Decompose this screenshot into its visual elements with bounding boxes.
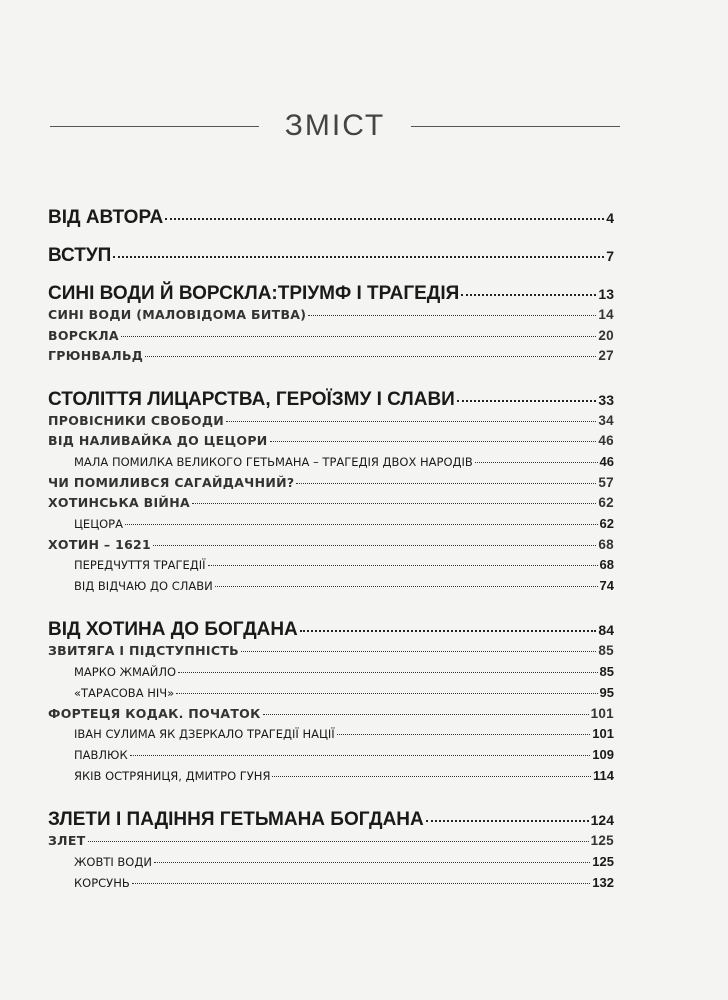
- toc-entry-page: 85: [599, 663, 614, 679]
- toc-entry-page: 114: [593, 768, 614, 783]
- toc-entry-title: ПРОВІСНИКИ СВОБОДИ: [48, 412, 225, 428]
- toc-entry-page: 13: [598, 286, 614, 302]
- toc-entry-page: 4: [606, 210, 614, 226]
- toc-entry: [48, 810, 614, 834]
- dot-leader: [132, 883, 591, 884]
- toc-entry: [48, 349, 614, 370]
- dot-leader: [475, 462, 598, 463]
- toc-entry: [48, 496, 614, 517]
- toc-entry-title: ВОРСКЛА: [48, 327, 119, 343]
- toc-entry: [48, 834, 614, 855]
- dot-leader: [178, 672, 597, 673]
- right-rule: [411, 126, 620, 127]
- toc-entry-page: 20: [598, 327, 614, 343]
- dot-leader: [457, 400, 597, 402]
- toc-entry-title: ВІД АВТОРА: [48, 207, 164, 228]
- left-rule: [50, 126, 259, 127]
- toc-entry-page: 132: [592, 874, 614, 890]
- toc-entry-title: ЗЛЕТИ І ПАДІННЯ ГЕТЬМАНА БОГДАНА: [48, 809, 424, 830]
- toc-entry-title: ЖОВТІ ВОДИ: [74, 854, 152, 869]
- toc-entry-title: ЗЛЕТ: [48, 833, 86, 848]
- toc-entry: [48, 414, 614, 435]
- toc-entry-page: 68: [599, 557, 614, 572]
- toc-entry-page: 7: [606, 248, 614, 264]
- toc-entry-page: 101: [592, 726, 614, 741]
- toc-entry-page: 125: [592, 853, 614, 869]
- toc-entry: [48, 538, 614, 559]
- dot-leader: [176, 693, 597, 694]
- toc-entry-page: 68: [598, 536, 614, 552]
- dot-leader: [300, 630, 597, 632]
- toc-entry-title: МАЛА ПОМИЛКА ВЕЛИКОГО ГЕТЬМАНА – ТРАГЕДІЯ ДВОХ НАРОДІВ: [74, 454, 473, 469]
- page-title: ЗМІСТ: [284, 109, 386, 142]
- dot-leader: [125, 524, 598, 525]
- dot-leader: [241, 651, 596, 652]
- toc-entry: [48, 855, 614, 876]
- toc-entry-title: ЦЕЦОРА: [74, 516, 123, 531]
- toc-entry: [48, 390, 614, 414]
- toc-entry-title: ХОТИНСЬКА ВІЙНА: [48, 495, 190, 510]
- toc-entry: [48, 727, 614, 748]
- toc-entry: [48, 686, 614, 707]
- toc-entry: [48, 876, 614, 897]
- heading-row: [50, 108, 620, 144]
- toc-entry-page: 62: [598, 495, 614, 510]
- toc-entry: [48, 665, 614, 686]
- dot-leader: [121, 336, 597, 337]
- toc-entry-page: 109: [592, 747, 614, 762]
- toc-entry-page: 57: [598, 474, 614, 490]
- dot-leader: [165, 218, 604, 220]
- dot-leader: [226, 421, 596, 422]
- toc-entry-page: 85: [598, 643, 614, 658]
- toc-entry: [48, 748, 614, 769]
- toc-entry-title: СИНІ ВОДИ Й ВОРСКЛА:ТРІУМФ І ТРАГЕДІЯ: [48, 283, 460, 304]
- toc-entry: [48, 208, 614, 232]
- toc-entry-page: 101: [590, 705, 614, 721]
- dot-leader: [208, 565, 598, 566]
- dot-leader: [426, 820, 589, 822]
- toc-entry: [48, 517, 614, 538]
- dot-leader: [337, 734, 591, 735]
- toc-entry-title: ЯКІВ ОСТРЯНИЦЯ, ДМИТРО ГУНЯ: [74, 769, 271, 783]
- dot-leader: [270, 441, 597, 442]
- dot-leader: [192, 503, 596, 504]
- toc-entry-page: 84: [598, 622, 614, 638]
- toc-entry-title: СИНІ ВОДИ (МАЛОВІДОМА БИТВА): [48, 307, 307, 322]
- toc-entry-page: 46: [599, 453, 614, 469]
- dot-leader: [263, 714, 589, 715]
- toc-entry-page: 74: [599, 578, 614, 593]
- toc-entry-page: 27: [598, 348, 614, 363]
- toc-entry-page: 14: [598, 307, 614, 322]
- dot-leader: [461, 294, 596, 296]
- toc-entry-page: 33: [598, 391, 614, 408]
- toc-entry: [48, 620, 614, 644]
- dot-leader: [113, 256, 604, 258]
- dot-leader: [88, 841, 589, 842]
- toc-entry-title: ВСТУП: [48, 245, 112, 266]
- toc-entry-title: ВІД ВІДЧАЮ ДО СЛАВИ: [74, 579, 213, 593]
- toc-entry-title: ПЕРЕДЧУТТЯ ТРАГЕДІЇ: [74, 558, 206, 572]
- toc-entry-page: 95: [599, 684, 614, 700]
- dot-leader: [308, 315, 596, 316]
- toc-entry-title: ІВАН СУЛИМА ЯК ДЗЕРКАЛО ТРАГЕДІЇ НАЦІЇ: [74, 727, 335, 741]
- dot-leader: [215, 586, 598, 587]
- toc-entry-page: 62: [599, 515, 614, 531]
- toc-entry: [48, 434, 614, 455]
- toc-entry-page: 125: [590, 833, 614, 848]
- toc-entry: [48, 769, 614, 790]
- dot-leader: [272, 776, 591, 777]
- dot-leader: [153, 545, 596, 546]
- toc-entry: [48, 707, 614, 728]
- toc-entry-title: МАРКО ЖМАЙЛО: [74, 664, 177, 679]
- toc-entry-page: 124: [590, 812, 614, 828]
- toc-entry: [48, 308, 614, 329]
- dot-leader: [154, 862, 590, 863]
- toc-entry: [48, 558, 614, 579]
- toc-entry: [48, 476, 614, 497]
- toc-entry-title: ВІД НАЛИВАЙКА ДО ЦЕЦОРИ: [48, 433, 268, 448]
- toc-entry: [48, 455, 614, 476]
- toc-entry-title: ВІД ХОТИНА ДО БОГДАНА: [48, 619, 298, 640]
- dot-leader: [145, 356, 596, 357]
- toc-entry-title: КОРСУНЬ: [74, 875, 130, 890]
- toc-entry: [48, 246, 614, 270]
- toc-entry: [48, 579, 614, 600]
- toc-entry-title: ПАВЛЮК: [74, 748, 128, 762]
- toc-entry-page: 46: [598, 433, 614, 448]
- toc-entry: [48, 644, 614, 665]
- dot-leader: [130, 755, 591, 756]
- toc-entry-title: ЗВИТЯГА І ПІДСТУПНІСТЬ: [48, 643, 239, 658]
- toc-entry-title: ЧИ ПОМИЛИВСЯ САГАЙДАЧНИЙ?: [48, 474, 295, 490]
- toc-entry: [48, 284, 614, 308]
- toc-entry-title: СТОЛІТТЯ ЛИЦАРСТВА, ГЕРОЇЗМУ І СЛАВИ: [48, 388, 455, 410]
- toc-entry-title: ХОТИН – 1621: [48, 536, 152, 552]
- toc-entry-title: ФОРТЕЦЯ КОДАК. ПОЧАТОК: [48, 705, 261, 721]
- toc-entry-title: ГРЮНВАЛЬД: [48, 348, 144, 363]
- toc-entry-title: «ТАРАСОВА НІЧ»: [74, 685, 175, 700]
- dot-leader: [296, 483, 596, 484]
- toc-entry: [48, 329, 614, 350]
- table-of-contents: [48, 208, 614, 897]
- toc-entry-page: 34: [598, 412, 614, 428]
